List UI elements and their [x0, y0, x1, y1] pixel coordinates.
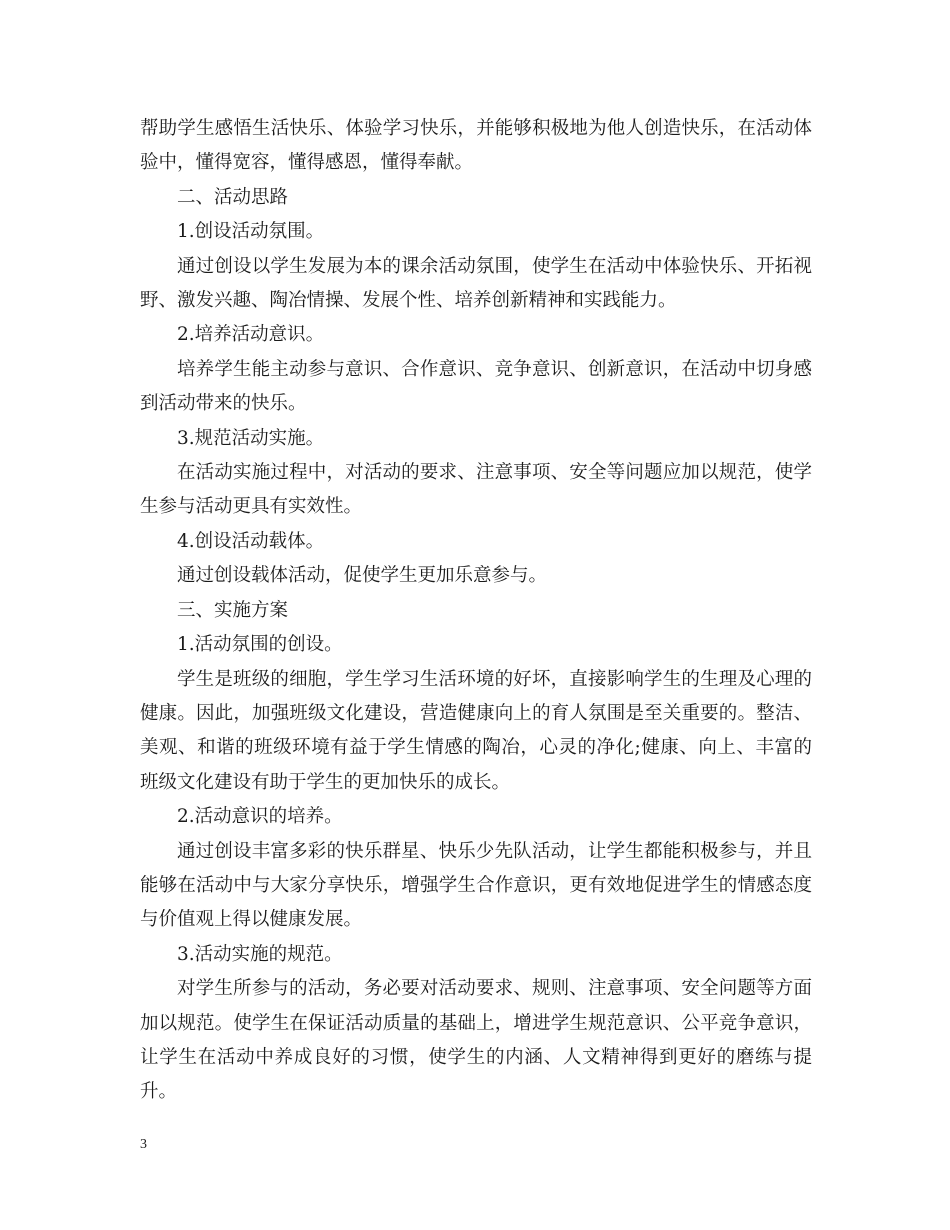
page-number: 3 [140, 1137, 147, 1152]
body-paragraph: 学生是班级的细胞，学生学习生活环境的好坏，直接影响学生的生理及心理的健康。因此，加强班级文化建设，营造健康向上的育人氛围是至关重要的。整洁、美观、和谐的班级环境有益于学生情感的陶冶，心灵的净化;健康、向上、丰富的班级文化建设有助于学生的更加快乐的成长。 [140, 668, 812, 793]
body-paragraph: 通过创设丰富多彩的快乐群星、快乐少先队活动，让学生都能积极参与，并且能够在活动中与大家分享快乐，增强学生合作意识，更有效地促进学生的情感态度与价值观上得以健康发展。 [140, 840, 812, 931]
document-body [140, 112, 812, 1110]
section-heading-activity-approach: 二、活动思路 [177, 186, 289, 208]
subheading-cultivate-awareness: 2.培养活动意识。 [177, 324, 325, 346]
body-paragraph: 通过创设载体活动，促使学生更加乐意参与。 [177, 565, 548, 587]
subheading-awareness-cultivation: 2.活动意识的培养。 [177, 806, 343, 828]
body-paragraph: 对学生所参与的活动，务必要对活动要求、规则、注意事项、安全问题等方面加以规范。使学生在保证活动质量的基础上，增进学生规范意识、公平竞争意识，让学生在活动中养成良好的习惯，使学生的内涵、人文精神得到更好的磨练与提升。 [140, 978, 812, 1103]
body-paragraph: 在活动实施过程中，对活动的要求、注意事项、安全等问题应加以规范，使学生参与活动更具有实效性。 [140, 462, 812, 518]
body-paragraph: 通过创设以学生发展为本的课余活动氛围，使学生在活动中体验快乐、开拓视野、激发兴趣、陶冶情操、发展个性、培养创新精神和实践能力。 [140, 255, 812, 312]
body-paragraph: 培养学生能主动参与意识、合作意识、竞争意识、创新意识，在活动中切身感到活动带来的快乐。 [140, 358, 812, 415]
body-paragraph: 帮助学生感悟生活快乐、体验学习快乐，并能够积极地为他人创造快乐，在活动体验中，懂得宽容，懂得感恩，懂得奉献。 [140, 118, 812, 174]
section-heading-implementation-plan: 三、实施方案 [177, 599, 289, 621]
subheading-implementation-standards: 3.活动实施的规范。 [177, 943, 343, 965]
subheading-standardize-implementation: 3.规范活动实施。 [177, 427, 325, 449]
subheading-atmosphere-creation: 1.活动氛围的创设。 [177, 634, 343, 656]
subheading-create-carrier: 4.创设活动载体。 [177, 530, 325, 552]
subheading-create-atmosphere: 1.创设活动氛围。 [177, 221, 325, 243]
